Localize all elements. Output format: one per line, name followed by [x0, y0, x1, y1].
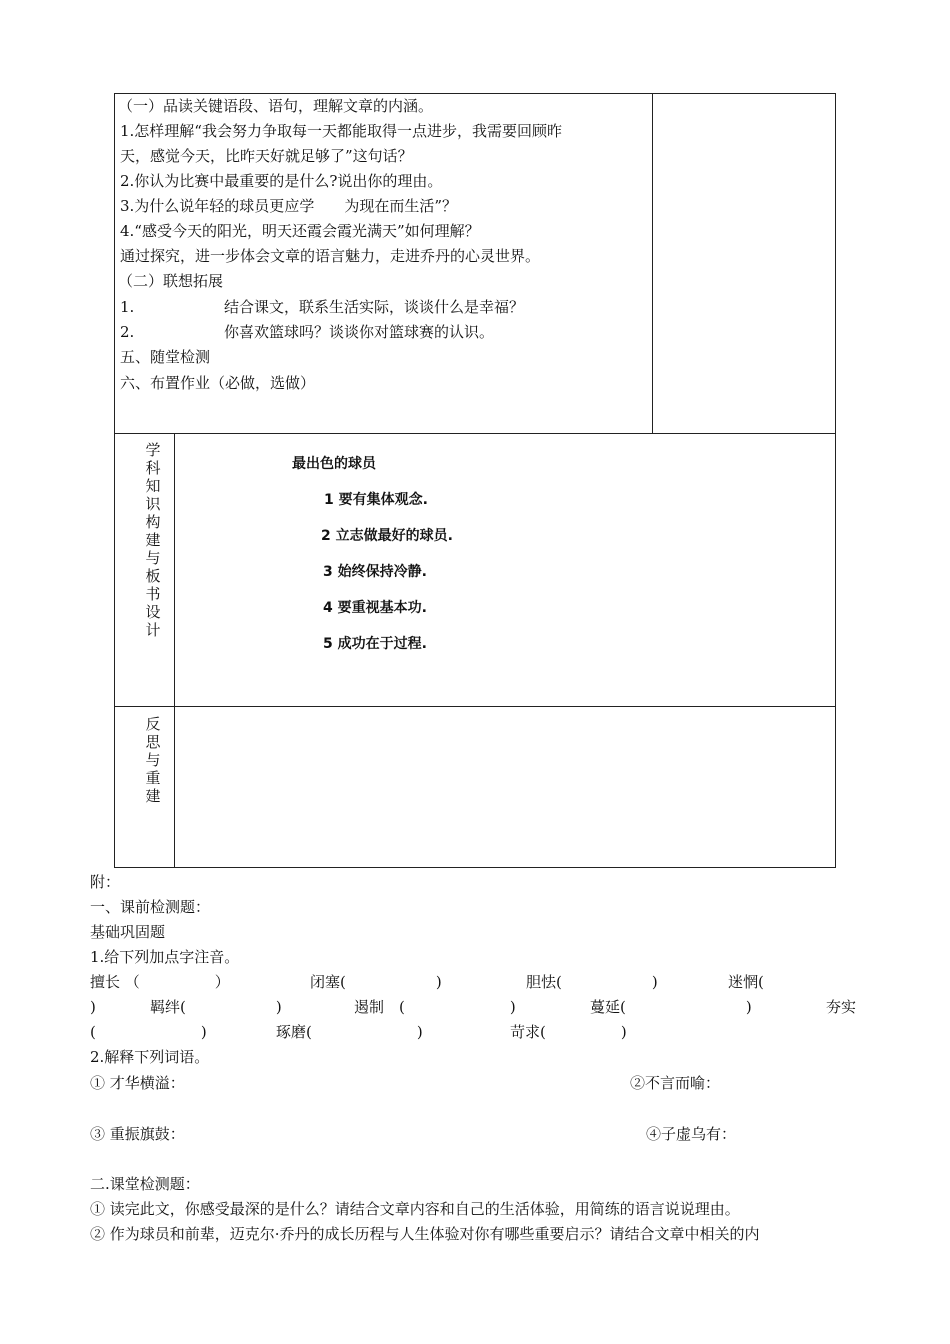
question-text: 结合课文，联系生活实际，谈谈什么是幸福？ — [224, 298, 525, 316]
row-label: 反思与重建 — [145, 715, 161, 805]
question-text: ① 读完此文，你感受最深的是什么？请结合文章内容和自己的生活体验，用简练的语言说说理由。 — [90, 1200, 740, 1218]
section-title: 五、随堂检测 — [120, 348, 211, 366]
board-point: 4 要重视基本功. — [323, 600, 427, 616]
section-title: （二）联想拓展 — [118, 272, 224, 290]
term-item: ②不言而喻： — [630, 1074, 721, 1092]
item-number: 2. — [120, 323, 135, 341]
term-item: ① 才华横溢： — [90, 1074, 185, 1092]
row-label: 学科知识构建与板书设计 — [145, 441, 161, 639]
board-point: 2 立志做最好的球员. — [321, 528, 453, 544]
pinyin-item: 遏制 ( ) — [354, 998, 516, 1016]
question-text: 3.为什么说年轻的球员更应学 为现在而生活”？ — [120, 197, 457, 215]
pinyin-item: 羁绊( ) — [150, 998, 282, 1016]
table-divider — [114, 433, 836, 434]
appendix-title: 附： — [90, 873, 121, 891]
pinyin-item: 迷惘( — [728, 973, 764, 991]
table-divider — [652, 93, 653, 434]
board-point: 3 始终保持冷静. — [323, 564, 427, 580]
question-text: 天，感觉今天，比昨天好就足够了”这句话？ — [120, 147, 413, 165]
pinyin-item: 琢磨( ) — [276, 1023, 423, 1041]
question-text: 2.解释下列词语。 — [90, 1048, 210, 1066]
board-title: 最出色的球员 — [292, 456, 376, 472]
pinyin-item: ) — [90, 998, 96, 1016]
section-title: 二.课堂检测题： — [90, 1175, 200, 1193]
question-text: 你喜欢篮球吗？谈谈你对篮球赛的认识。 — [224, 323, 495, 341]
table-divider — [174, 433, 175, 868]
question-text: 2.你认为比赛中最重要的是什么?说出你的理由。 — [120, 172, 443, 190]
question-text: 1.给下列加点字注音。 — [90, 948, 240, 966]
pinyin-item: 蔓延( ) — [590, 998, 752, 1016]
pinyin-item: 夯实 — [826, 998, 857, 1016]
section-title: 六、布置作业（必做，选做） — [120, 374, 316, 392]
question-text: ② 作为球员和前辈，迈克尔·乔丹的成长历程与人生体验对你有哪些重要启示？请结合文章中相关的内 — [90, 1225, 760, 1243]
summary-text: 通过探究，进一步体会文章的语言魅力，走进乔丹的心灵世界。 — [120, 247, 541, 265]
question-text: 1.怎样理解“我会努力争取每一天都能取得一点进步，我需要回顾昨 — [120, 122, 562, 140]
table-divider — [114, 706, 836, 707]
board-point: 1 要有集体观念. — [324, 492, 428, 508]
question-text: 4.“感受今天的阳光，明天还霞会霞光满天”如何理解？ — [120, 222, 480, 240]
term-item: ④子虚乌有： — [646, 1125, 737, 1143]
item-number: 1. — [120, 298, 135, 316]
pinyin-item: 擅长 （ ） — [90, 973, 230, 991]
board-point: 5 成功在于过程. — [323, 636, 427, 652]
pinyin-item: ( ) — [90, 1023, 207, 1041]
pinyin-item: 苛求( ) — [510, 1023, 627, 1041]
pinyin-item: 闭塞( ) — [310, 973, 442, 991]
term-item: ③ 重振旗鼓： — [90, 1125, 185, 1143]
pinyin-item: 胆怯( ) — [526, 973, 658, 991]
section-title: （一）品读关键语段、语句，理解文章的内涵。 — [118, 97, 434, 115]
subsection-title: 基础巩固题 — [90, 923, 166, 941]
section-title: 一、课前检测题： — [90, 898, 211, 916]
